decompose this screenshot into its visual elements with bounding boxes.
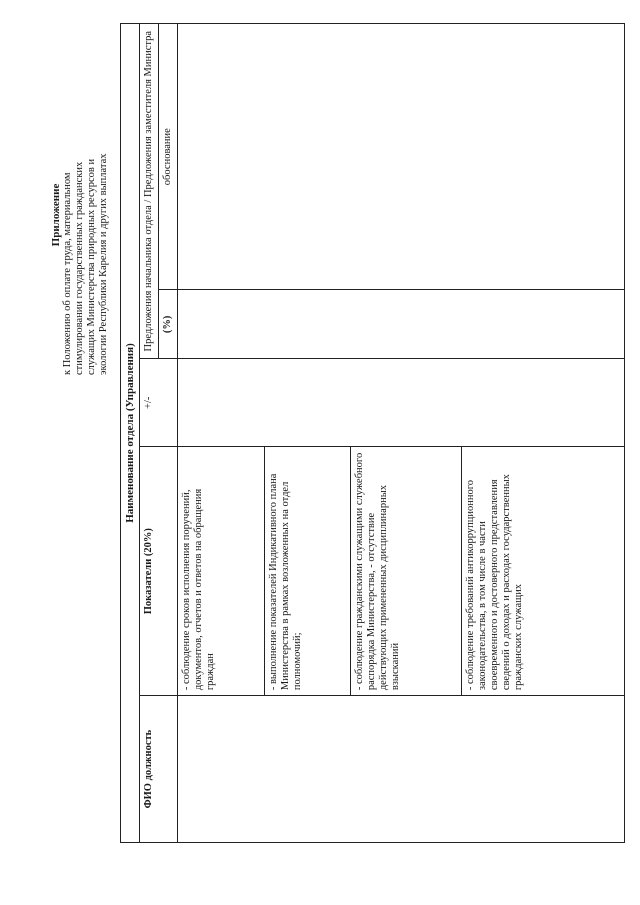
- header-row: [140, 24, 159, 843]
- header-indicators: Показатели (20%): [140, 447, 178, 696]
- header-fio: ФИО должность: [140, 696, 178, 843]
- appendix-title: Приложение: [50, 183, 62, 247]
- header-justification: обоснование: [159, 24, 178, 290]
- indicator-cell: - соблюдение гражданскими служащими служебного распорядка Министерства, - отсутствие действующих примененных дисциплинарных взысканий: [351, 447, 462, 696]
- appendix-line: служащих Министерства природных ресурсов и: [86, 158, 97, 375]
- evaluation-table: [120, 23, 625, 843]
- header-plus-minus: +/-: [140, 359, 178, 447]
- appendix-line: стимулировании государственных гражданских: [74, 161, 85, 375]
- table-row: [178, 24, 265, 843]
- appendix-note: [50, 55, 110, 375]
- appendix-line: экологии Республики Карелия и других выплатах: [98, 153, 109, 375]
- fio-cell: [178, 696, 625, 843]
- indicator-cell: - соблюдение сроков исполнения поручений, документов, отчетов и ответов на обращения граждан: [178, 447, 265, 696]
- header-proposals: Предложения начальника отдела / Предложения заместителя Министра: [140, 24, 159, 359]
- section-title: Наименование отдела (Управления): [121, 24, 140, 843]
- indicator-cell: - выполнение показателей Индикативного плана Министерства в рамках возложенных на отдел полномочий;: [264, 447, 351, 696]
- header-percent: (%): [159, 290, 178, 359]
- justification-cell: [178, 24, 625, 290]
- appendix-line: к Положению об оплате труда, материальном: [62, 172, 73, 375]
- indicator-cell: - соблюдение требований антикоррупционного законодательства, в том числе в части своевременного и достоверного представления сведений о доходах и расходах государственных гражданских служащих: [461, 447, 624, 696]
- section-title-row: [121, 24, 140, 843]
- plus-minus-cell: [178, 359, 625, 447]
- percent-cell: [178, 290, 625, 359]
